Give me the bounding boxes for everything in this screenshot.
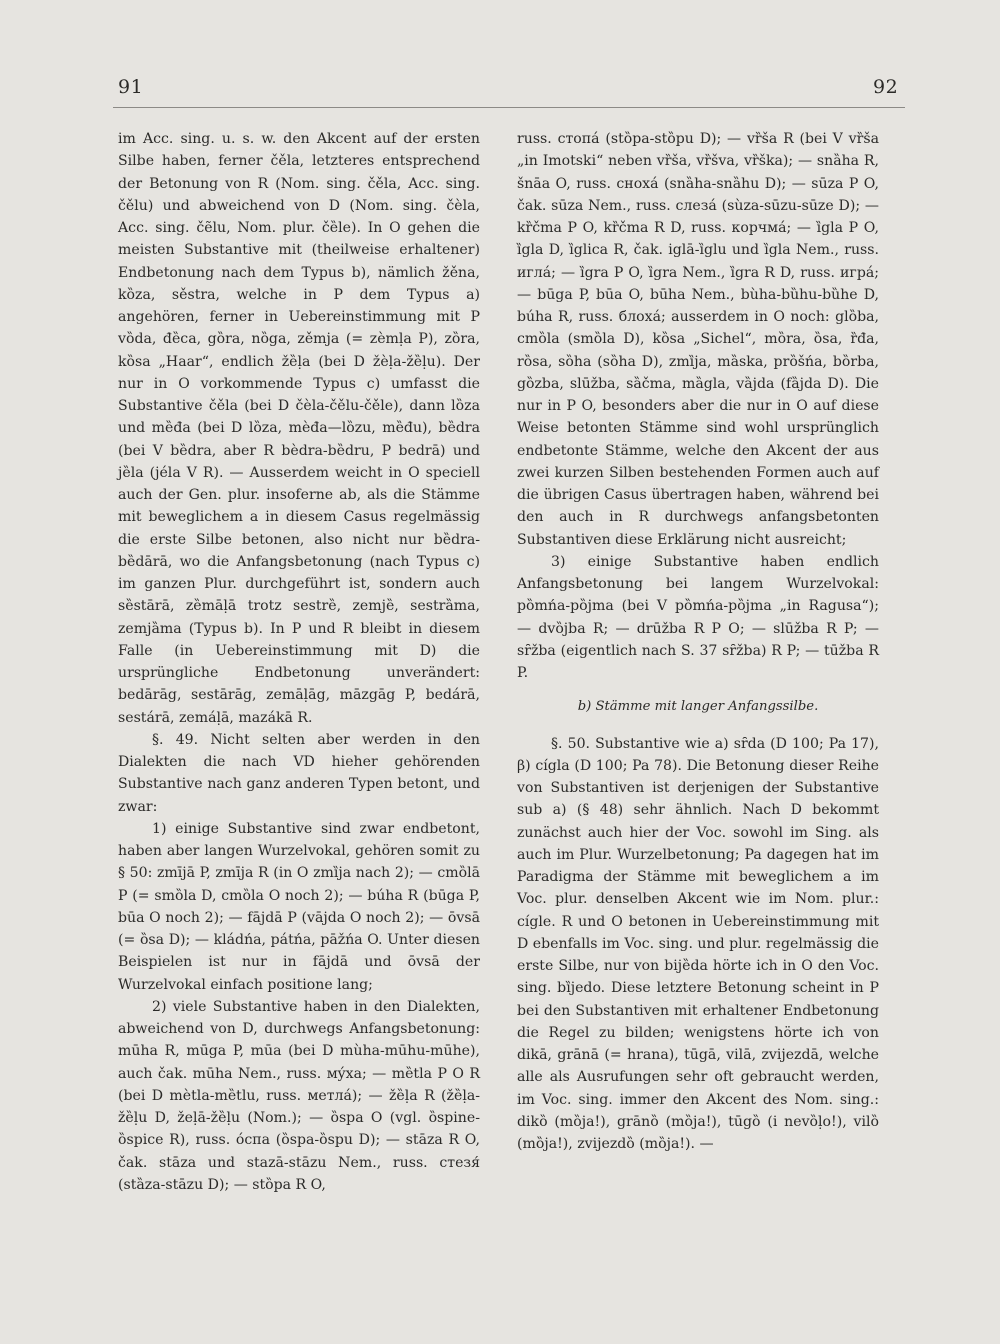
- paragraph: im Acc. sing. u. s. w. den Akcent auf der ersten Silbe haben, ferner čěla, letzteres entsprechend der Betonung von R (Nom. sing. čěla, Acc. sing. čělu) und abweichend von D (Nom. sing. čèla, Acc. sing. čẽlu, Nom. plur. čȅle). In O gehen die meisten Substantive mit (theilweise erhaltener) Endbetonung nach dem Typus b), nämlich žěna, kȍza, sěstra, welche in P dem Typus a) angehören, ferner in Uebereinstimmung mit P vȍda, đȅca, gȍra, nȍga, zěmja (= zèmḷa P), zȍra, kȍsa „Haar“, endlich žȅḷa (bei D žèḷa-žȅḷu). Der nur in O vorkommende Typus c) umfasst die Substantive čěla (bei D čèla-čělu-čěle), dann lȍza und mȅđa (bei D lȍza, mèđa—lȍzu, mȅđu), bȅdra (bei V bȅdra, aber R bèdra-bȅdru, P bedrā) und jȅla (jéla V R). — Ausserdem weicht in O speciell auch der Gen. plur. insoferne ab, als die Stämme mit beweglichem a in diesem Casus regelmässig die erste Silbe betonen, also nicht nur bȅdra-bȅdārā, wo die Anfangsbetonung (nach Typus c) im ganzen Plur. durchgeführt ist, sondern auch sȅstārā, zȅmāḷā trotz sestrȅ, zemjȅ, sestrȁma, zemjȁma (Typus b). In P und R bleibt in diesem Falle (in Uebereinstimmung mit D) die ursprüngliche Endbetonung unverändert: bedārāg, sestārāg, zemāḷāg, māzgāg P, bedárā, sestárā, zemáḷā, mazákā R.: [118, 131, 480, 726]
- page-number-left: 91: [118, 76, 144, 98]
- section-heading: b) Stämme mit langer Anfangssilbe.: [577, 699, 819, 715]
- left-column: [118, 128, 480, 1196]
- page-number-right: 92: [873, 76, 899, 98]
- right-column: [517, 128, 879, 1155]
- paragraph: §. 50. Substantive wie a) sȓda (D 100; Pa 17), β) cígla (D 100; Pa 78). Die Betonung dieser Reihe von Substantiven ist derjenigen der Substantive sub a) (§ 48) sehr ähnlich. Nach D bekommt zunächst auch hier der Voc. sowohl im Sing. als auch im Plur. Wurzelbetonung; Pa dagegen hat im Paradigma der Stämme mit beweglichem a im Voc. plur. denselben Akcent wie im Nom. plur.: cígle. R und O betonen in Uebereinstimmung mit D ebenfalls im Voc. sing. und plur. regelmässig die erste Silbe, nur von bijȅda hörte ich in O den Voc. sing. bȉjedo. Diese letztere Betonung scheint in P bei den Substantiven mit erhaltener Endbetonung die Regel zu bilden; wenigstens hörte ich von dikā, grānā (= hrana), tūgā, vilā, zvijezdā, welche alle als Ausrufungen sehr oft gebraucht werden, im Voc. sing. immer den Akcent des Nom. sing.: dikȍ (mȍja!), grānȍ (mȍja!), tūgȍ (i nevȍḷo!), vilȍ (mȍja!), zvijezdȍ (mȍja!). —: [517, 735, 879, 1152]
- paragraph: 2) viele Substantive haben in den Dialekten, abweichend von D, durchwegs Anfangsbetonung: mūha R, mūga P, mūa (bei D mùha-mūhu-mūhe), auch čak. mūha Nem., russ. мýха; — mȅtla P O R (bei D mètla-mȅtlu, russ. метлá); — žȅḷa R (žȅḷa-žȅḷu D, žeḷā-žȅḷu (Nom.); — ȍspa O (vgl. ȍspine-ȍspice R), russ. óспа (ȍspa-ȍspu D); — stāza R O, čak. stāza und stazā-stāzu Nem., russ. стезя́ (stȁza-stāzu D); — stȍpa R O,: [118, 998, 480, 1193]
- paragraph: 3) einige Substantive haben endlich Anfangsbetonung bei langem Wurzelvokal: pȍmńa-pȍjma (bei V pȍmńa-pȍjma „in Ragusa“); — dvȍjba R; — drūžba R P O; — slūžba R P; — sȓžba (eigentlich nach S. 37 sȓžba) R P; — tūžba R P.: [517, 553, 879, 681]
- paragraph: russ. стопá (stȍpa-stȍpu D); — vȑša R (bei V vȑša „in Imotski“ neben vȑša, vȑšva, vȑška); — snȁha R, šnāa O, russ. снохá (snȁha-snȁhu D); — sūza P O, čak. sūza Nem., russ. слезá (sùza-sūzu-sūze D); — kȑčma P O, kȑčma R D, russ. корчмá; — ȉgla P O, ȉgla D, ȉglica R, čak. iglā-ȉglu und ȉgla Nem., russ. иглá; — ȉgra P O, ȉgra Nem., ȉgra R D, russ. игрá; — būga P, būa O, būha Nem., bùha-bȕhu-bȕhe D, búha R, russ. блохá; ausserdem in O noch: glȍba, cmȍla (smȍla D), kȍsa „Sichel“, mȍra, ȍsa, ȑđa, rȍsa, sȍha (sȍha D), zmȉja, mȁska, prȍšńa, bȍrba, gȍzba, slūžba, sȁčma, mȁgla, vȁjda (fȁjda D). Die nur in P O, besonders aber die nur in O auf diese Weise betonten Stämme sind wohl ursprünglich endbetonte Stämme, welche den Akcent der aus zwei kurzen Silben bestehenden Formen auch auf die übrigen Casus übertragen haben, während bei den auch in R durchwegs anfangsbetonten Substantiven diese Erklärung nicht ausreicht;: [517, 131, 879, 548]
- header-rule: [113, 107, 905, 108]
- paragraph: §. 49. Nicht selten aber werden in den Dialekten die nach VD hieher gehörenden Substantive nach ganz anderen Typen betont, und zwar:: [118, 731, 480, 815]
- paragraph: 1) einige Substantive sind zwar endbetont, haben aber langen Wurzelvokal, gehören somit zu § 50: zmījā P, zmīja R (in O zmȉja nach 2); — cmȍlā P (= smȍla D, cmȍla O noch 2); — búha R (būga P, būa O noch 2); — fājdā P (vājda O noch 2); — ōvsā (= ȍsa D); — kládńa, pátńa, pāžńa O. Unter diesen Beispielen ist nur in fājdā und ōvsā der Wurzelvokal einfach positione lang;: [118, 820, 480, 993]
